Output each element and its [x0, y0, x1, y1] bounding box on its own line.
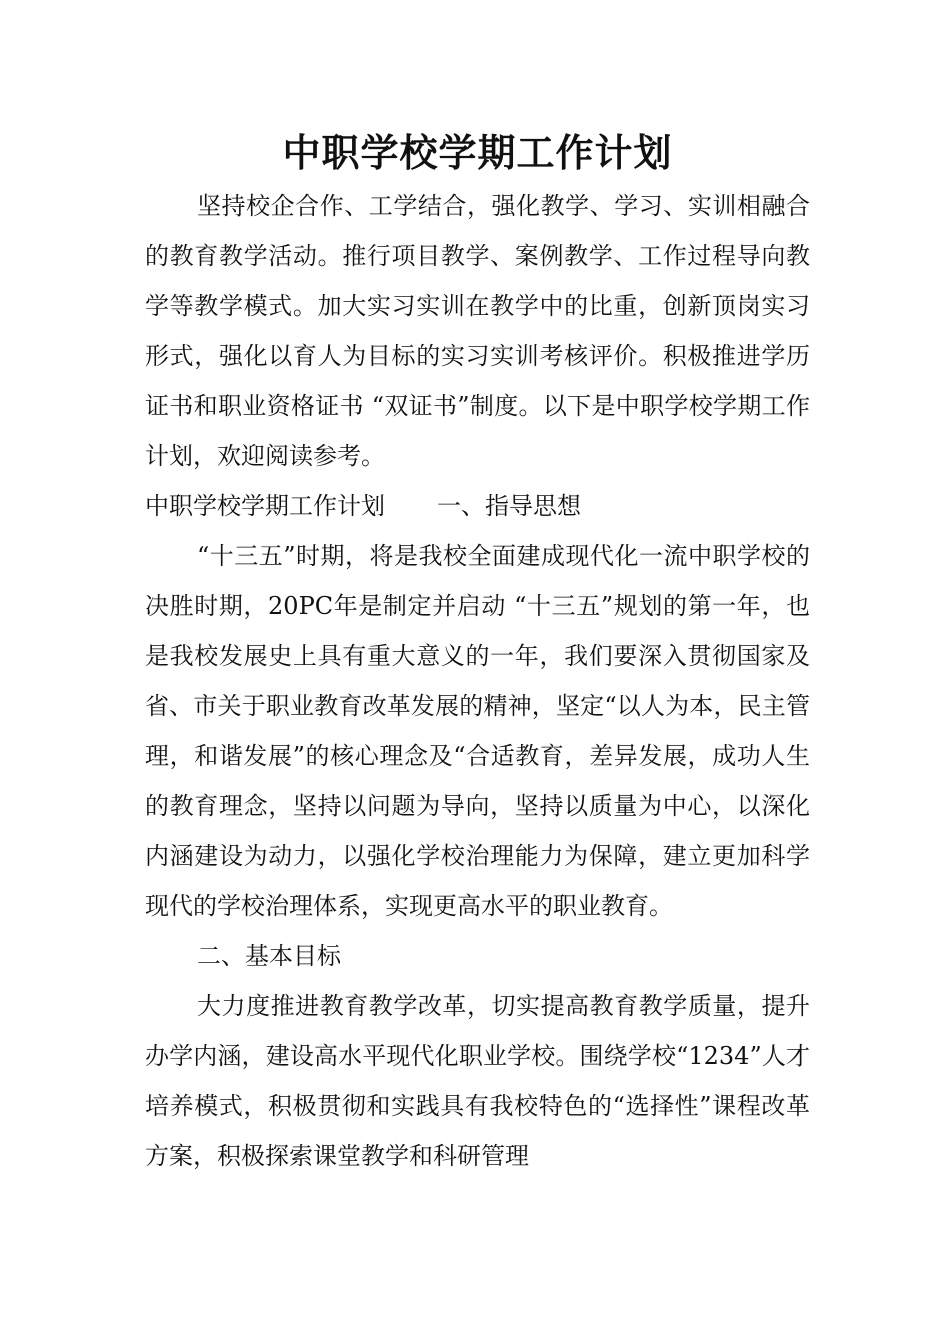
- section1-paragraph: “十三五”时期，将是我校全面建成现代化一流中职学校的决胜时期，20PC年是制定并启动 “十三五”规划的第一年，也是我校发展史上具有重大意义的一年，我们要深入贯彻国家及省、市关于职业教育改革发展的精神，坚定“以人为本，民主管理，和谐发展”的核心理念及“合适教育，差异发展，成功人生的教育理念，坚持以问题为导向，坚持以质量为中心，以深化内涵建设为动力，以强化学校治理能力为保障，建立更加科学现代的学校治理体系，实现更高水平的职业教育。: [145, 542, 810, 920]
- document-subtitle: 中职学校学期工作计划: [145, 492, 385, 520]
- section1-heading-line: [145, 481, 810, 531]
- section1-heading: 一、指导思想: [437, 492, 581, 520]
- section2-heading: 二、基本目标: [197, 942, 341, 970]
- section2-paragraph: 大力度推进教育教学改革，切实提高教育教学质量，提升办学内涵，建设高水平现代化职业学校。围绕学校“1234”人才培养模式，积极贯彻和实践具有我校特色的“选择性”课程改革方案，积极探索课堂教学和科研管理: [145, 992, 810, 1170]
- document-page: [145, 125, 810, 1181]
- document-title: 中职学校学期工作计划: [282, 130, 673, 175]
- intro-paragraph: 坚持校企合作、工学结合，强化教学、学习、实训相融合的教育教学活动。推行项目教学、案例教学、工作过程导向教学等教学模式。加大实习实训在教学中的比重，创新顶岗实习形式，强化以育人为目标的实习实训考核评价。积极推进学历证书和职业资格证书 “双证书”制度。以下是中职学校学期工作计划，欢迎阅读参考。: [145, 192, 810, 470]
